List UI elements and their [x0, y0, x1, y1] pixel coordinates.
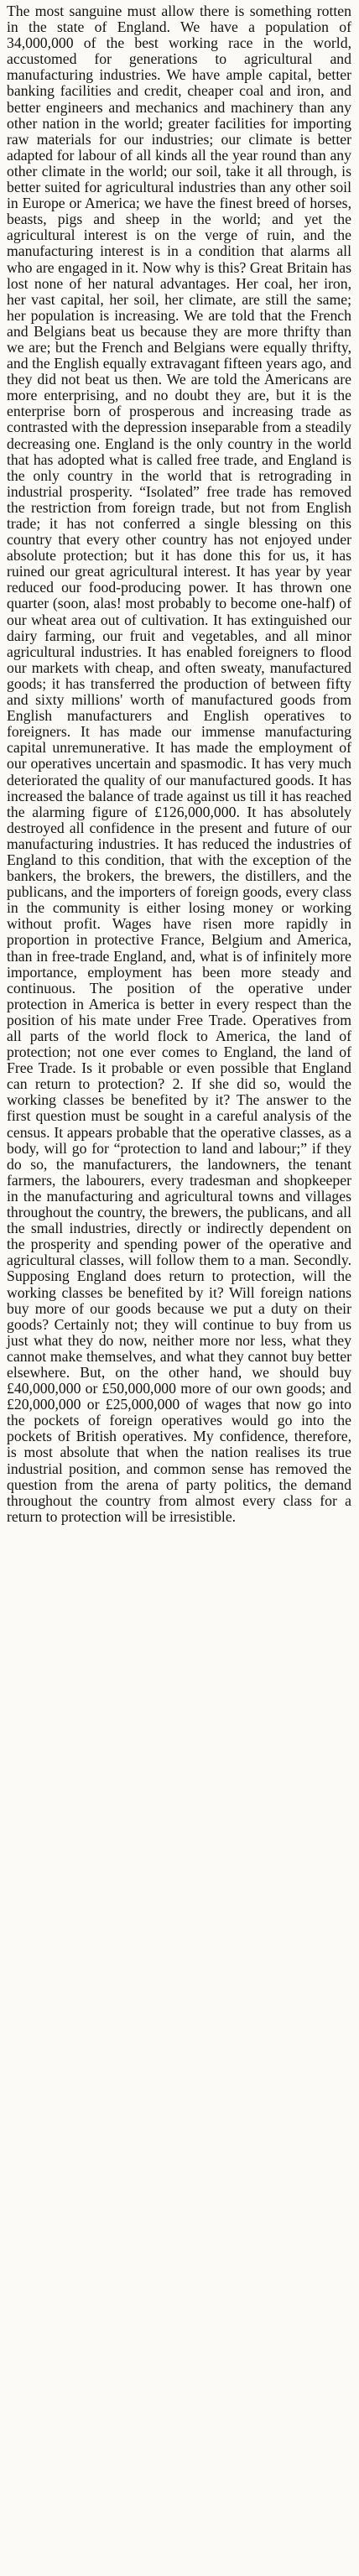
article-paragraph: [7, 3, 351, 1525]
article-text: most sanguine must allow there is something rotten in the state of England. We have a population of 34,000,000 of the best working race in the world, accustomed for generations to agricultural and manufacturing industries. We have ample capital, better banking facilities and credit, cheaper coal and iron, and better engineers and mechanics and machinery than any other nation in the world; greater facilities for importing raw materials for our industries; our climate is better adapted for labour of all kinds all the year round than any other climate in the world; our soil, take it all through, is better suited for agricultural industries than any other soil in Europe or America; we have the finest breed of horses, beasts, pigs and sheep in the world; and yet the agricultural interest is on the verge of ruin, and the manufacturing interest is in a condition that alarms all who are engaged in it. Now why is this? Great Britain has lost none of her natural advantages. Her coal, her iron, her vast capital, her soil, her climate, are still the same; her population is increasing. We are told that the French and Belgians beat us because they are more thrifty than we are; but the French and Belgians were equally thrifty, and the English equally extravagant fifteen years ago, and they did not beat us then. We are told the Americans are more enterprising, and no doubt they are, but it is the enterprise born of prosperous and increasing trade as contrasted with the depression inseparable from a steadily decreasing one. England is the only country in the world that has adopted what is called free trade, and England is the only country in the world that is retrograding in industrial prosperity. “Isolated” free trade has removed the restriction from foreign trade, but not from English trade; it has not conferred a single blessing on this country that every other country has not enjoyed under absolute protection; but it has done this for us, it has ruined our great agricultural interest. It has year by year reduced our food-producing power. It has thrown one quarter (soon, alas! most probably to become one-half) of our wheat area out of cultivation. It has extinguished our dairy farming, our fruit and vegetables, and all minor agricultural industries. It has enabled foreigners to flood our markets with cheap, and often sweaty, manufactured goods; it has transferred the production of between fifty and sixty millions' worth of manufactured goods from English manufacturers and English operatives to foreigners. It has made our immense manufacturing capital unremunerative. It has made the employment of our operatives uncertain and spasmodic. It has very much deteriorated the quality of our manufactured goods. It has increased the balance of trade against us till it has reached the alarming figure of £126,000,000. It has absolutely destroyed all confidence in the present and future of our manufacturing industries. It has reduced the industries of England to this condition, that with the exception of the bankers, the brokers, the brewers, the distillers, and the publicans, and the importers of foreign goods, every class in the community is either losing money or working without profit. Wages have risen more rapidly in proportion in protective France, Belgium and America, than in free-trade England, and, what is of infinitely more importance, employment has been more steady and continuous. The position of the operative under protection in America is better in every respect than the position of his mate under Free Trade. Operatives from all parts of the world flock to America, the land of protection; not one ever comes to England, the land of Free Trade. Is it probable or even possible that England can return to protection? 2. If she did so, would the working classes be benefited by it? The answer to the first question must be sought in a careful analysis of the census. It appears probable that the operative classes, as a body, will go for “protection to land and labour;” if they do so, the manufacturers, the landowners, the tenant farmers, the labourers, every tradesman and shopkeeper in the manufacturing and agricultural towns and villages throughout the country, the brewers, the publicans, and all the small industries, directly or indirectly dependent on the prosperity and spending power of the operative and agricultural classes, will follow them to a man. Secondly. Supposing England does return to protection, will the working classes be benefited by it? Will foreign nations buy more of our goods because we put a duty on their goods? Certainly not; they will continue to buy from us just what they do now, neither more nor less, what they cannot make themselves, and what they cannot buy better elsewhere. But, on the other hand, we should buy £40,000,000 or £50,000,000 more of our own goods; and £20,000,000 or £25,000,000 of wages that now go into the pockets of foreign operatives would go into the pockets of British operatives. My confidence, therefore, is most absolute that when the nation realises its true industrial position, and common sense has removed the question from the arena of party politics, the demand throughout the country from almost every class for a return to protection will be irresistible.: [7, 3, 351, 1525]
article-lead-word: The: [7, 3, 30, 19]
